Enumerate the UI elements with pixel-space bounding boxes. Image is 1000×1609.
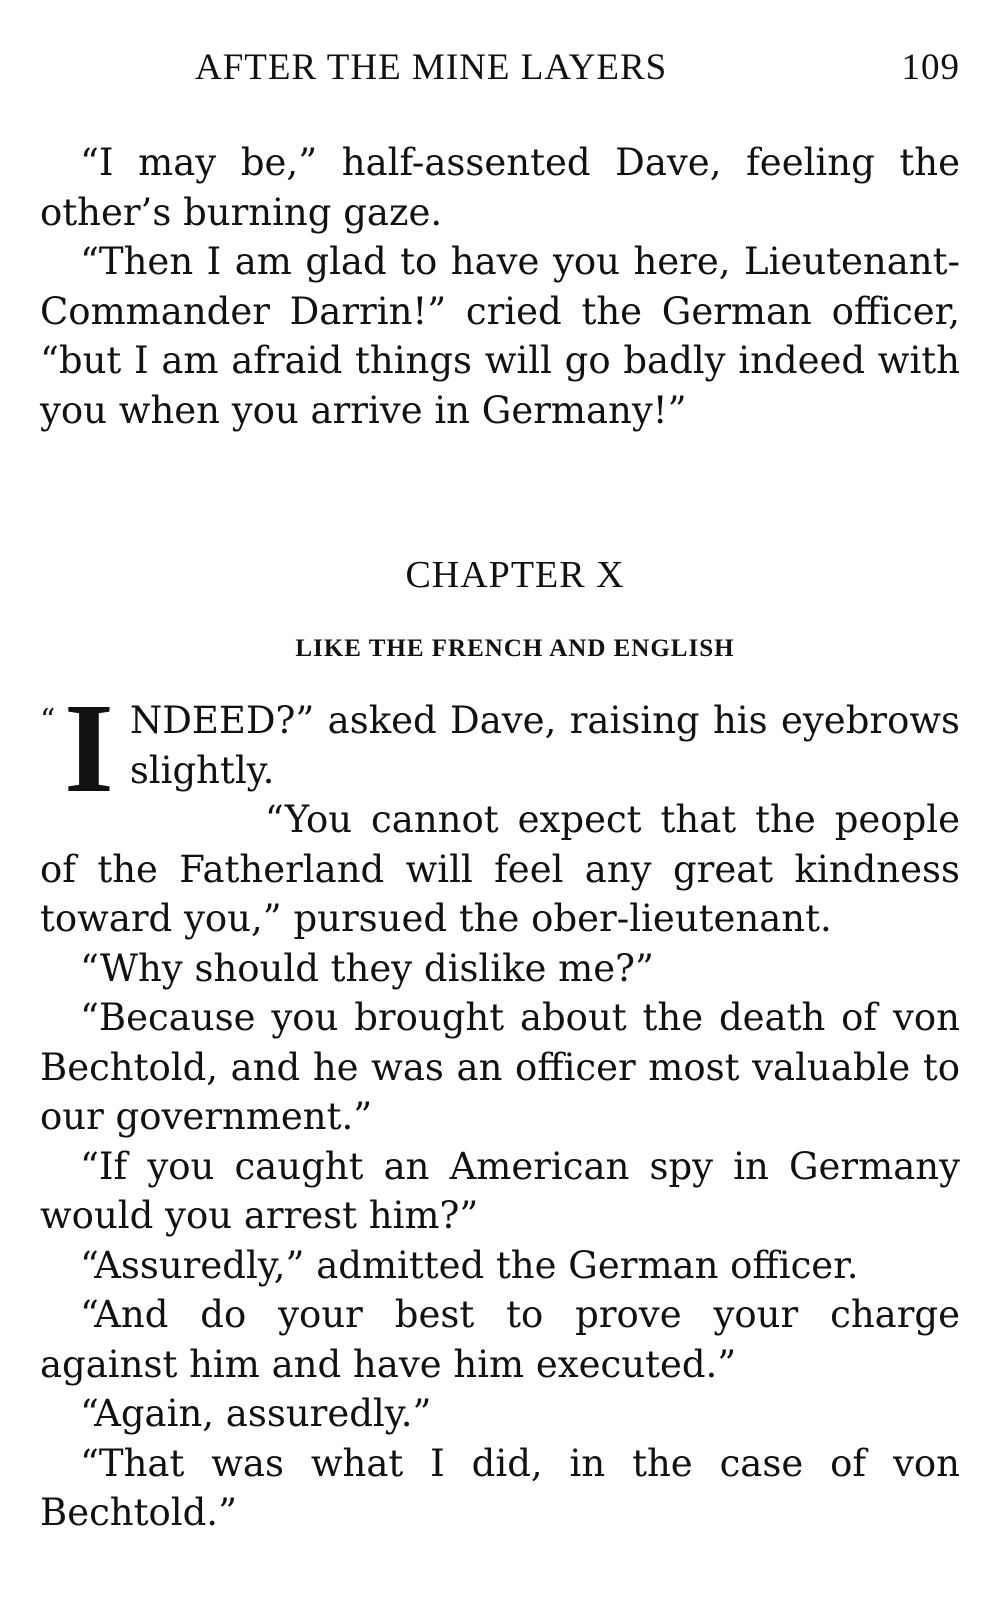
paragraph: “Assuredly,” admitted the German officer. (80, 1243, 859, 1287)
paragraph: “Again, assuredly.” (80, 1392, 432, 1435)
chapter-heading: CHAPTER X (405, 554, 625, 596)
paragraph: “If you caught an American spy in Germany would you arrest him?” (40, 1144, 960, 1237)
drop-cap: I (64, 677, 114, 819)
paragraph: “That was what I did, in the case of von Bechtold.” (40, 1441, 960, 1534)
opening-quote-mark: “ (40, 703, 56, 738)
paragraph: “I may be,” half-assented Dave, feeling the other’s burning gaze. (40, 141, 960, 234)
chapter-subtitle: LIKE THE FRENCH AND ENGLISH (295, 635, 735, 662)
opening-paragraph: NDEED?” asked Dave, raising his eyebrows slightly. (129, 699, 960, 792)
paragraph: “Then I am glad to have you here, Lieutenant-Commander Darrin!” cried the German officer, “but I am afraid things will go badly indeed with you when you arrive in Germany!” (40, 240, 960, 432)
running-head (40, 30, 960, 90)
paragraph: “Because you brought about the death of von Bechtold, and he was an officer most valuable to our government.” (40, 996, 960, 1138)
running-title: AFTER THE MINE LAYERS (195, 47, 668, 88)
paragraph: “You cannot expect that the people of the Fatherland will feel any great kindness toward you,” pursued the ober-lieutenant. (40, 798, 960, 940)
page-number: 109 (901, 47, 960, 88)
chapter-opening (40, 677, 960, 944)
book-page (40, 30, 960, 1538)
paragraph: “And do your best to prove your charge against him and have him executed.” (40, 1293, 960, 1386)
intro-text (40, 138, 960, 435)
paragraph: “Why should they dislike me?” (80, 946, 654, 990)
